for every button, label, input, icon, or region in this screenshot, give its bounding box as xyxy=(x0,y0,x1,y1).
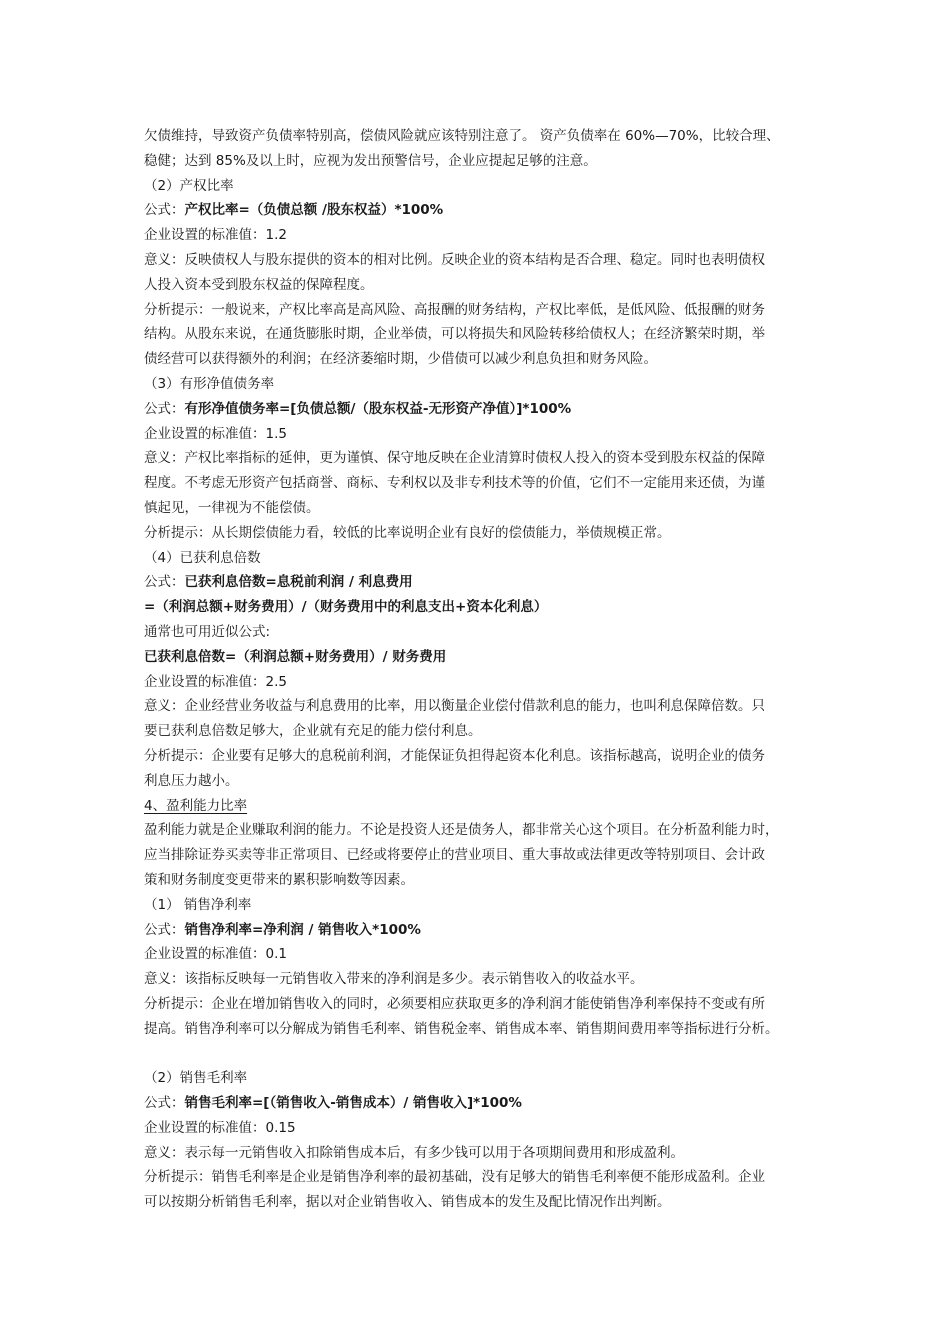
text-line: 意义：反映债权人与股东提供的资本的相对比例。反映企业的资本结构是否合理、稳定。同时也表明债权 xyxy=(144,251,765,268)
formula-prefix: 公式： xyxy=(144,574,185,591)
formula-text: 销售毛利率=[（销售收入-销售成本）/ 销售收入]*100% xyxy=(184,1095,522,1112)
formula-prefix: 公式： xyxy=(144,202,185,219)
formula-line xyxy=(144,570,824,595)
formula-prefix: 公式： xyxy=(144,400,185,417)
text-line: 结构。从股东来说，在通货膨胀时期，企业举债，可以将损失和风险转移给债权人；在经济繁荣时期，举 xyxy=(144,326,765,343)
text-line: 通常也可用近似公式: xyxy=(144,623,271,640)
text-line: （4）已获利息倍数 xyxy=(144,549,261,566)
formula-line xyxy=(144,397,824,422)
text-line: 企业设置的标准值：2.5 xyxy=(144,673,287,690)
formula-text: 产权比率=（负债总额 /股东权益）*100% xyxy=(184,202,444,219)
text-line: 企业设置的标准值：1.5 xyxy=(144,425,287,442)
section-heading xyxy=(144,794,824,819)
formula-prefix: 公式： xyxy=(144,921,185,938)
text-line: 策和财务制度变更带来的累积影响数等因素。 xyxy=(144,871,414,888)
text-line: 分析提示：一般说来，产权比率高是高风险、高报酬的财务结构，产权比率低，是低风险、低报酬的财务 xyxy=(144,301,765,318)
text-line: 可以按期分析销售毛利率，据以对企业销售收入、销售成本的发生及配比情况作出判断。 xyxy=(144,1194,671,1211)
text-line: 企业设置的标准值：1.2 xyxy=(144,227,287,244)
text-line: 分析提示：销售毛利率是企业是销售净利率的最初基础，没有足够大的销售毛利率便不能形成盈利。企业 xyxy=(144,1169,765,1186)
text-line: （2）产权比率 xyxy=(144,177,234,194)
formula-text: 有形净值债务率=[负债总额/（股东权益-无形资产净值）]*100% xyxy=(184,400,572,417)
formula-line xyxy=(144,918,824,943)
formula-text: 已获利息倍数=息税前利润 / 利息费用 xyxy=(184,574,413,591)
text-line: 利息压力越小。 xyxy=(144,772,239,789)
text-line: 意义：产权比率指标的延伸，更为谨慎、保守地反映在企业清算时债权人投入的资本受到股东权益的保障 xyxy=(144,450,765,467)
blank-line xyxy=(144,1041,824,1066)
text-line: 分析提示：企业在增加销售收入的同时，必须要相应获取更多的净利润才能使销售净利率保持不变或有所 xyxy=(144,995,765,1012)
text-line: 意义：该指标反映每一元销售收入带来的净利润是多少。表示销售收入的收益水平。 xyxy=(144,971,644,988)
text-line: 欠债维持，导致资产负债率特别高，偿债风险就应该特别注意了。 资产负债率在 60%—70%，比较合理、 xyxy=(144,128,780,144)
section-heading-text: 4、盈利能力比率 xyxy=(144,797,248,814)
formula-text: =（利润总额+财务费用）/（财务费用中的利息支出+资本化利息） xyxy=(144,599,548,616)
text-line: （3）有形净值债务率 xyxy=(144,375,275,392)
text-line: 应当排除证券买卖等非正常项目、已经或将要停止的营业项目、重大事故或法律更改等特别项目、会计政 xyxy=(144,847,765,864)
text-line: 盈利能力就是企业赚取利润的能力。不论是投资人还是债务人，都非常关心这个项目。在分析盈利能力时， xyxy=(144,822,779,839)
formula-text: 已获利息倍数=（利润总额+财务费用）/ 财务费用 xyxy=(144,648,447,665)
text-line: 分析提示：企业要有足够大的息税前利润，才能保证负担得起资本化利息。该指标越高，说明企业的债务 xyxy=(144,747,765,764)
formula-line xyxy=(144,645,824,670)
formula-line xyxy=(144,595,824,620)
text-line: （2）销售毛利率 xyxy=(144,1070,248,1087)
text-line: 人投入资本受到股东权益的保障程度。 xyxy=(144,276,374,293)
text-line: 程度。不考虑无形资产包括商誉、商标、专利权以及非专利技术等的价值，它们不一定能用来还债，为谨 xyxy=(144,475,765,492)
document-body xyxy=(144,124,824,1215)
text-line: 分析提示：从长期偿债能力看，较低的比率说明企业有良好的偿债能力，举债规模正常。 xyxy=(144,524,671,541)
text-line: （1） 销售净利率 xyxy=(144,896,252,913)
text-line: 要已获利息倍数足够大，企业就有充足的能力偿付利息。 xyxy=(144,723,482,740)
formula-prefix: 公式： xyxy=(144,1095,185,1112)
text-line: 稳健；达到 85%及以上时，应视为发出预警信号，企业应提起足够的注意。 xyxy=(144,152,597,169)
formula-line xyxy=(144,198,824,223)
text-line: 企业设置的标准值：0.15 xyxy=(144,1119,296,1136)
text-line: 企业设置的标准值：0.1 xyxy=(144,946,287,963)
text-line: 慎起见，一律视为不能偿债。 xyxy=(144,499,320,516)
formula-line xyxy=(144,1091,824,1116)
text-line: 意义：企业经营业务收益与利息费用的比率，用以衡量企业偿付借款利息的能力，也叫利息保障倍数。只 xyxy=(144,698,765,715)
text-line: 债经营可以获得额外的利润；在经济萎缩时期，少借债可以减少利息负担和财务风险。 xyxy=(144,351,657,368)
text-line: 提高。销售净利率可以分解成为销售毛利率、销售税金率、销售成本率、销售期间费用率等指标进行分析。 xyxy=(144,1020,779,1037)
formula-text: 销售净利率=净利润 / 销售收入*100% xyxy=(184,921,421,938)
text-line: 意义：表示每一元销售收入扣除销售成本后，有多少钱可以用于各项期间费用和形成盈利。 xyxy=(144,1144,684,1161)
